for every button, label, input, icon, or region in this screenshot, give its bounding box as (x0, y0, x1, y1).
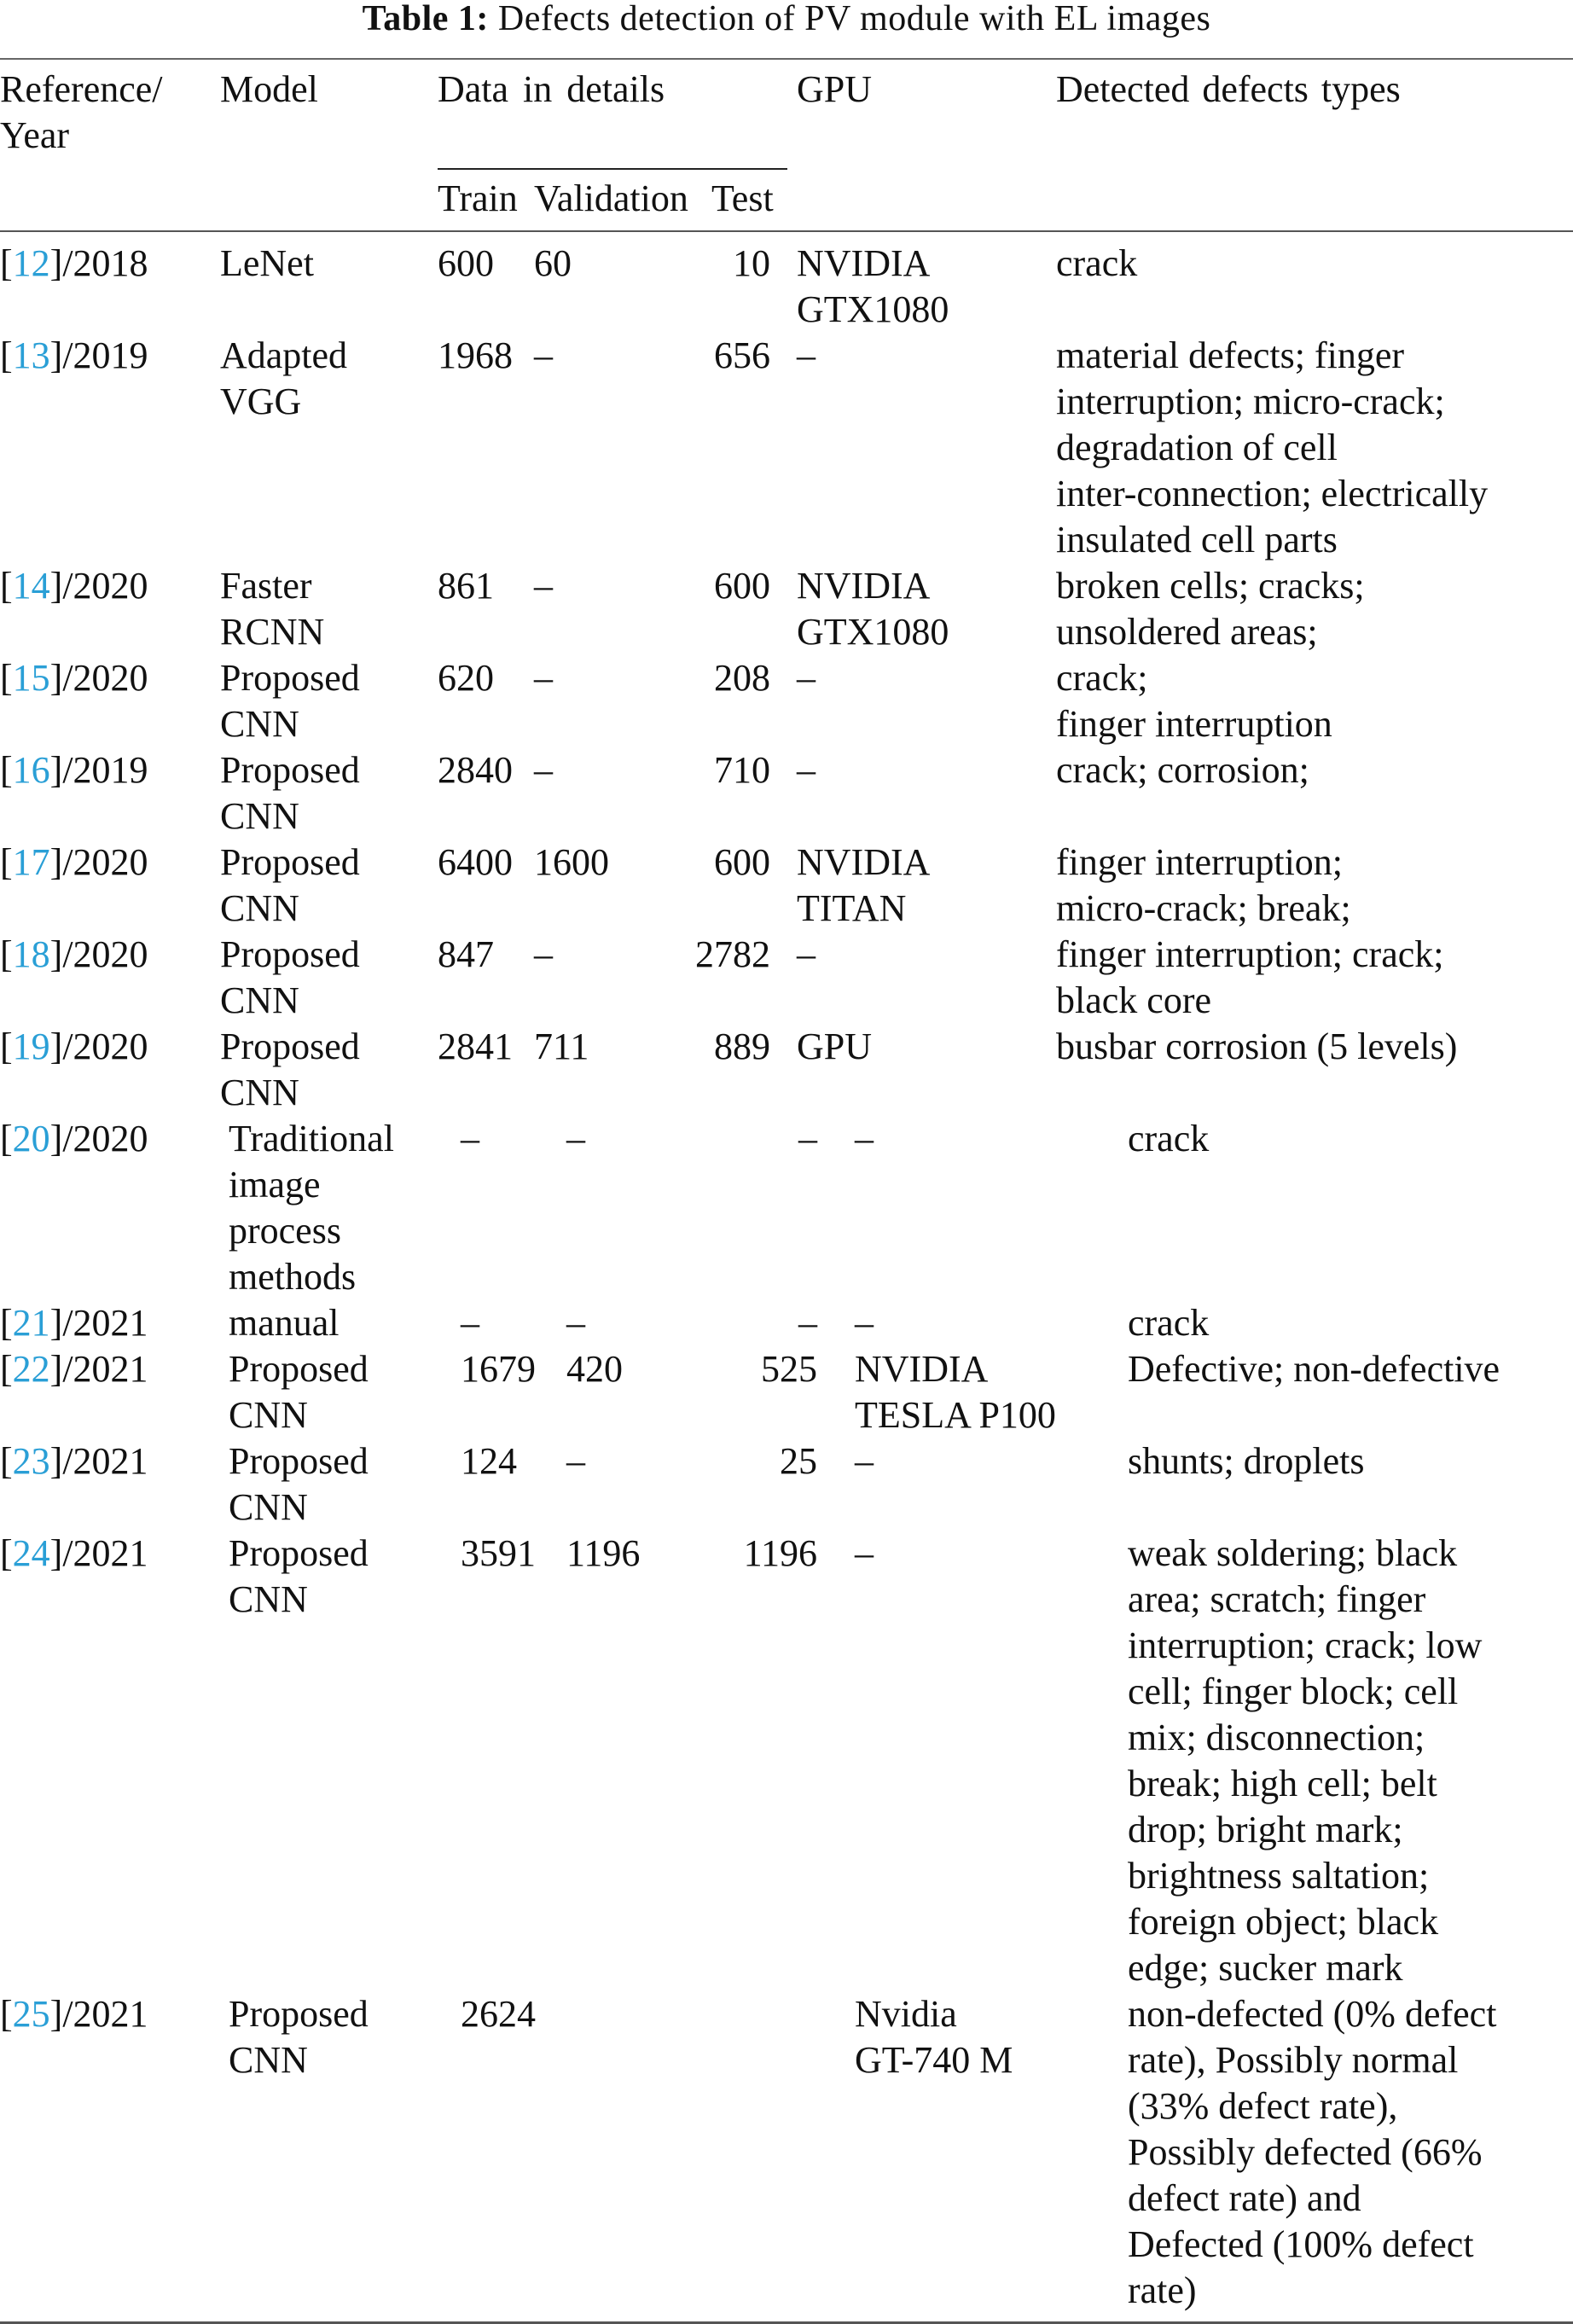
train-cell: 124 (461, 1440, 517, 1482)
gpu-cell-line: – (855, 1532, 874, 1574)
table-caption (0, 0, 1573, 38)
test-cell: – (798, 1118, 817, 1159)
reference-link[interactable]: 16 (12, 749, 50, 791)
test-cell: – (798, 1302, 817, 1344)
gpu-cell (855, 1438, 874, 1484)
gpu-cell (797, 932, 816, 978)
year: /2021 (62, 1993, 148, 2035)
validation-cell: – (566, 1440, 585, 1482)
year: /2019 (62, 334, 148, 376)
defects-cell (1128, 1300, 1209, 1346)
defects-cell (1056, 840, 1351, 932)
gpu-cell (855, 1531, 874, 1577)
defects-cell-line: interruption; crack; low (1128, 1624, 1483, 1666)
validation-cell: – (534, 933, 553, 975)
reference-link[interactable]: 12 (12, 242, 50, 284)
caption-text: Defects detection of PV module with EL images (497, 0, 1211, 38)
year: /2020 (62, 657, 148, 699)
validation-cell: 60 (534, 242, 572, 284)
gpu-cell-line: GTX1080 (797, 611, 949, 653)
model-cell (220, 840, 360, 932)
model-cell (229, 1300, 340, 1346)
model-cell-line: Traditional (229, 1118, 394, 1159)
defects-cell-line: crack; corrosion; (1056, 749, 1309, 791)
model-cell-line: Proposed (220, 841, 360, 883)
gpu-cell-line: – (797, 334, 816, 376)
defects-cell-line: Defective; non-defective (1128, 1348, 1500, 1390)
defects-cell (1128, 1531, 1482, 1991)
defects-cell-line: brightness saltation; (1128, 1855, 1430, 1897)
validation-cell: 420 (566, 1348, 623, 1390)
model-cell (220, 563, 324, 655)
train-cell: 3591 (461, 1532, 536, 1574)
model-cell-line: methods (229, 1256, 357, 1298)
model-cell-line: CNN (229, 2039, 308, 2081)
gpu-cell-line: TESLA P100 (855, 1394, 1056, 1436)
validation-cell: 1600 (534, 841, 609, 883)
defects-cell-line: non-defected (0% defect (1128, 1993, 1497, 2035)
validation-cell: – (566, 1302, 585, 1344)
header-model: Model (220, 68, 318, 110)
gpu-cell-line: TITAN (797, 887, 907, 929)
defects-cell-line: finger interruption; crack; (1056, 933, 1444, 975)
gpu-cell (797, 333, 816, 379)
model-cell-line: Proposed (220, 749, 360, 791)
validation-cell: – (534, 749, 553, 791)
year: /2021 (62, 1348, 148, 1390)
reference-cell: [17]/2020 (0, 841, 148, 883)
reference-link[interactable]: 13 (12, 334, 50, 376)
defects-cell-line: crack; (1056, 657, 1148, 699)
header-year-label: Year (0, 114, 70, 156)
defects-cell-line: degradation of cell (1056, 427, 1338, 468)
reference-link[interactable]: 22 (12, 1348, 50, 1390)
defects-cell-line: crack (1128, 1302, 1210, 1344)
gpu-cell-line: NVIDIA (855, 1348, 989, 1390)
defects-cell-line: insulated cell parts (1056, 519, 1338, 561)
train-cell: 2840 (438, 749, 513, 791)
validation-cell: – (534, 334, 553, 376)
test-cell: 10 (733, 242, 770, 284)
defects-cell-line: edge; sucker mark (1128, 1947, 1403, 1989)
year: /2020 (62, 933, 148, 975)
reference-link[interactable]: 18 (12, 933, 50, 975)
test-cell: 1196 (743, 1532, 817, 1574)
gpu-cell (855, 1116, 874, 1162)
train-cell: 620 (438, 657, 494, 699)
gpu-cell (797, 1024, 872, 1070)
defects-cell-line: break; high cell; belt (1128, 1763, 1437, 1804)
reference-cell: [24]/2021 (0, 1532, 148, 1574)
model-cell (229, 1116, 394, 1300)
model-cell (229, 1346, 369, 1438)
defects-cell-line: finger interruption; (1056, 841, 1344, 883)
defects-cell (1056, 932, 1443, 1024)
year: /2020 (62, 1025, 148, 1067)
defects-cell (1128, 1991, 1496, 2314)
gpu-cell-line: NVIDIA (797, 841, 931, 883)
reference-link[interactable]: 21 (12, 1302, 50, 1344)
model-cell-line: image (229, 1164, 321, 1206)
header-reference-year (0, 67, 163, 159)
test-cell: 600 (714, 565, 770, 607)
defects-cell (1056, 333, 1488, 563)
reference-cell: [21]/2021 (0, 1302, 148, 1344)
model-cell-line: RCNN (220, 611, 325, 653)
reference-link[interactable]: 23 (12, 1440, 50, 1482)
defects-cell-line: shunts; droplets (1128, 1440, 1365, 1482)
gpu-cell-line: – (855, 1440, 874, 1482)
model-cell (220, 655, 360, 747)
model-cell-line: CNN (220, 979, 299, 1021)
gpu-cell-line: NVIDIA (797, 242, 931, 284)
defects-cell-line: black core (1056, 979, 1211, 1021)
gpu-cell-line: GPU (797, 1025, 873, 1067)
train-cell: 847 (438, 933, 494, 975)
header-rule (0, 230, 1573, 232)
defects-cell (1128, 1346, 1500, 1392)
reference-cell: [19]/2020 (0, 1025, 148, 1067)
model-cell-line: CNN (220, 1072, 299, 1113)
model-cell-line: CNN (220, 703, 299, 745)
defects-cell-line: defect rate) and (1128, 2177, 1361, 2219)
defects-cell-line: mix; disconnection; (1128, 1717, 1425, 1758)
test-cell: 600 (714, 841, 770, 883)
gpu-cell (797, 563, 949, 655)
gpu-cell-line: – (797, 749, 816, 791)
reference-link[interactable]: 24 (12, 1532, 50, 1574)
year: /2019 (62, 749, 148, 791)
model-cell-line: Proposed (220, 1025, 360, 1067)
test-cell: 2782 (695, 933, 770, 975)
gpu-cell (855, 1991, 1013, 2083)
defects-cell-line: micro-crack; break; (1056, 887, 1351, 929)
train-cell: – (461, 1302, 479, 1344)
reference-cell: [15]/2020 (0, 657, 148, 699)
train-cell: 6400 (438, 841, 513, 883)
test-cell: 889 (714, 1025, 770, 1067)
validation-cell: – (534, 565, 553, 607)
gpu-cell-line: – (797, 933, 816, 975)
defects-cell-line: cell; finger block; cell (1128, 1670, 1459, 1712)
reference-cell: [12]/2018 (0, 242, 148, 284)
reference-link[interactable]: 20 (12, 1118, 50, 1159)
validation-cell: 1196 (566, 1532, 641, 1574)
test-cell: 525 (761, 1348, 817, 1390)
defects-cell-line: Defected (100% defect (1128, 2223, 1474, 2265)
defects-cell-line: unsoldered areas; (1056, 611, 1318, 653)
gpu-cell (797, 840, 930, 932)
gpu-cell (797, 655, 816, 701)
header-gpu: GPU (797, 68, 873, 110)
reference-link[interactable]: 19 (12, 1025, 50, 1067)
model-cell-line: VGG (220, 381, 302, 422)
defects-cell (1056, 1024, 1457, 1070)
reference-cell: [22]/2021 (0, 1348, 148, 1390)
model-cell-line: CNN (229, 1486, 308, 1528)
year: /2020 (62, 841, 148, 883)
model-cell (220, 747, 360, 840)
model-cell-line: Proposed (229, 1993, 369, 2035)
year: /2021 (62, 1440, 148, 1482)
model-cell-line: CNN (229, 1394, 308, 1436)
year: /2020 (62, 1118, 148, 1159)
reference-cell: [16]/2019 (0, 749, 148, 791)
defects-cell-line: crack (1128, 1118, 1210, 1159)
defects-cell-line: material defects; finger (1056, 334, 1405, 376)
gpu-cell (855, 1300, 874, 1346)
defects-cell-line: interruption; micro-crack; (1056, 381, 1445, 422)
defects-cell-line: foreign object; black (1128, 1901, 1439, 1943)
test-cell: 656 (714, 334, 770, 376)
defects-cell-line: rate), Possibly normal (1128, 2039, 1459, 2081)
defects-cell-line: inter-connection; electrically (1056, 473, 1489, 514)
year: /2021 (62, 1302, 148, 1344)
reference-cell: [23]/2021 (0, 1440, 148, 1482)
model-cell (229, 1531, 369, 1623)
model-cell-line: Proposed (229, 1440, 369, 1482)
reference-link[interactable]: 14 (12, 565, 50, 607)
data-subheader-rule (438, 168, 787, 170)
model-cell (220, 333, 347, 425)
defects-cell (1056, 655, 1332, 747)
defects-cell (1128, 1116, 1209, 1162)
train-cell: – (461, 1118, 479, 1159)
defects-cell-line: crack (1056, 242, 1138, 284)
gpu-cell-line: NVIDIA (797, 565, 931, 607)
reference-link[interactable]: 15 (12, 657, 50, 699)
caption-label: Table 1: (362, 0, 489, 38)
model-cell-line: CNN (220, 887, 299, 929)
model-cell-line: Adapted (220, 334, 348, 376)
defects-cell-line: drop; bright mark; (1128, 1809, 1403, 1850)
train-cell: 1679 (461, 1348, 536, 1390)
year: /2021 (62, 1532, 148, 1574)
model-cell (229, 1438, 369, 1531)
gpu-cell (797, 747, 816, 793)
train-cell: 600 (438, 242, 494, 284)
gpu-cell-line: GT-740 M (855, 2039, 1013, 2081)
header-data-in-details: Data in details (438, 68, 665, 110)
validation-cell: – (566, 1118, 585, 1159)
header-test: Test (711, 177, 774, 219)
model-cell-line: CNN (229, 1578, 308, 1620)
reference-cell: [25]/2021 (0, 1993, 148, 2035)
defects-cell-line: (33% defect rate), (1128, 2085, 1398, 2127)
gpu-cell (855, 1346, 1056, 1438)
defects-cell-line: area; scratch; finger (1128, 1578, 1426, 1620)
model-cell-line: Proposed (220, 933, 360, 975)
reference-cell: [13]/2019 (0, 334, 148, 376)
model-cell-line: Proposed (229, 1348, 369, 1390)
reference-cell: [20]/2020 (0, 1118, 148, 1159)
reference-cell: [14]/2020 (0, 565, 148, 607)
train-cell: 2841 (438, 1025, 513, 1067)
model-cell-line: Proposed (229, 1532, 369, 1574)
defects-cell-line: weak soldering; black (1128, 1532, 1458, 1574)
gpu-cell-line: GTX1080 (797, 288, 949, 330)
model-cell-line: LeNet (220, 242, 314, 284)
test-cell: 710 (714, 749, 770, 791)
model-cell-line: CNN (220, 795, 299, 837)
defects-cell-line: busbar corrosion (5 levels) (1056, 1025, 1458, 1067)
train-cell: 2624 (461, 1993, 536, 2035)
validation-cell: 711 (534, 1025, 589, 1067)
test-cell: 208 (714, 657, 770, 699)
defects-cell (1056, 563, 1365, 655)
model-cell-line: Faster (220, 565, 312, 607)
header-defects: Detected defects types (1056, 68, 1401, 110)
model-cell (220, 241, 314, 287)
defects-cell (1128, 1438, 1364, 1484)
year: /2018 (62, 242, 148, 284)
train-cell: 1968 (438, 334, 513, 376)
model-cell-line: Proposed (220, 657, 360, 699)
gpu-cell (797, 241, 949, 333)
gpu-cell-line: – (855, 1302, 874, 1344)
defects-cell-line: broken cells; cracks; (1056, 565, 1365, 607)
reference-link[interactable]: 17 (12, 841, 50, 883)
model-cell (229, 1991, 369, 2083)
reference-link[interactable]: 25 (12, 1993, 50, 2035)
defects-cell-line: finger interruption (1056, 703, 1332, 745)
header-reference-label: Reference/ (0, 68, 163, 110)
gpu-cell-line: – (855, 1118, 874, 1159)
defects-cell (1056, 747, 1309, 793)
train-cell: 861 (438, 565, 494, 607)
reference-cell: [18]/2020 (0, 933, 148, 975)
model-cell (220, 932, 360, 1024)
gpu-cell-line: Nvidia (855, 1993, 957, 2035)
defects-cell-line: Possibly defected (66% (1128, 2131, 1483, 2173)
header-train: Train (438, 177, 518, 219)
model-cell-line: process (229, 1210, 341, 1252)
year: /2020 (62, 565, 148, 607)
top-rule (0, 58, 1573, 60)
gpu-cell-line: – (797, 657, 816, 699)
header-validation: Validation (534, 177, 688, 219)
model-cell-line: manual (229, 1302, 340, 1344)
test-cell: 25 (780, 1440, 817, 1482)
defects-cell (1056, 241, 1137, 287)
model-cell (220, 1024, 360, 1116)
validation-cell: – (534, 657, 553, 699)
defects-cell-line: rate) (1128, 2269, 1197, 2311)
